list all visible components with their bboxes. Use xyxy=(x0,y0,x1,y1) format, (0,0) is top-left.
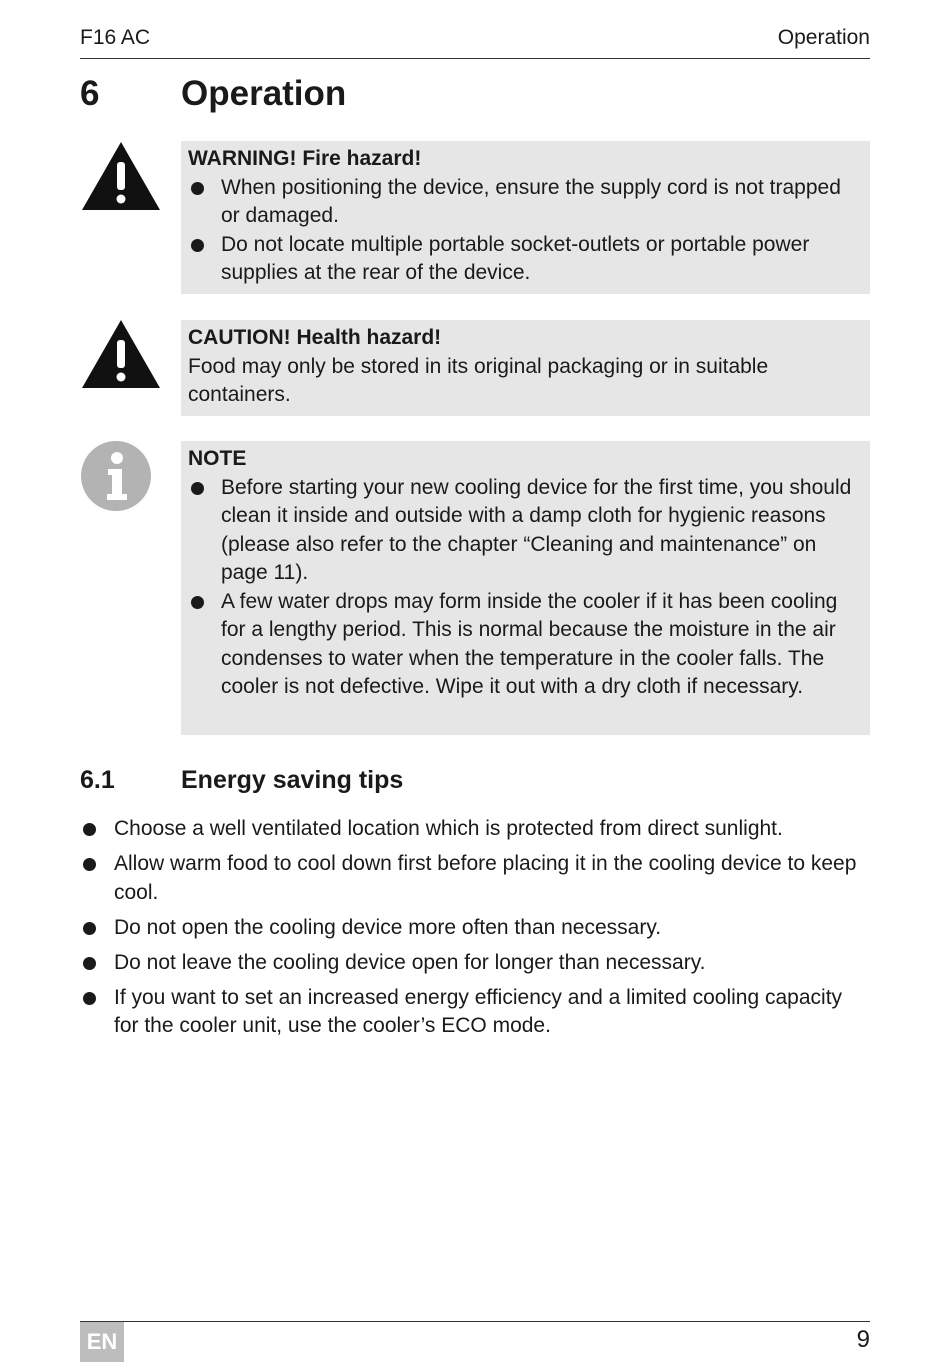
bullet-icon xyxy=(191,182,204,195)
bullet-icon xyxy=(83,992,96,1005)
warning-triangle-icon xyxy=(80,318,162,390)
warning-heading: WARNING! Fire hazard! xyxy=(188,147,422,170)
bullet-icon xyxy=(83,823,96,836)
list-item: Choose a well ventilated location which is protected from direct sunlight. xyxy=(80,815,870,844)
bullet-icon xyxy=(191,482,204,495)
info-icon xyxy=(80,440,152,512)
list-item: Do not leave the cooling device open for longer than necessary. xyxy=(80,949,870,978)
note-list xyxy=(188,474,862,702)
caution-box xyxy=(181,320,870,416)
note-heading: NOTE xyxy=(188,447,247,470)
header-product: F16 AC xyxy=(80,26,151,49)
chapter-number: 6 xyxy=(80,74,100,113)
warning-list xyxy=(188,174,862,288)
section-number: 6.1 xyxy=(80,766,115,794)
header-section: Operation xyxy=(777,26,870,49)
list-item: A few water drops may form inside the cooler if it has been cooling for a lengthy period. This is normal because the moisture in the air condenses to water when the temperature in the cooler falls. The cooler is not defective. Wipe it out with a dry cloth if necessary. xyxy=(188,588,862,702)
warning-triangle-icon xyxy=(80,140,162,212)
note-box xyxy=(181,441,870,735)
list-item: Before starting your new cooling device for the first time, you should clean it inside and outside with a damp cloth for hygienic reasons (please also refer to the chapter “Cleaning and maintenance” on page 11). xyxy=(188,474,862,588)
bullet-icon xyxy=(83,858,96,871)
bullet-icon xyxy=(83,957,96,970)
caution-text: Food may only be stored in its original packaging or in suitable containers. xyxy=(188,354,769,406)
section-title: Energy saving tips xyxy=(181,766,404,794)
list-item: Do not open the cooling device more often than necessary. xyxy=(80,914,870,943)
bullet-icon xyxy=(83,922,96,935)
page-number: 9 xyxy=(856,1326,870,1353)
list-item: If you want to set an increased energy efficiency and a limited cooling capacity for the cooler unit, use the cooler’s ECO mode. xyxy=(80,984,870,1041)
list-item: Allow warm food to cool down first before placing it in the cooling device to keep cool. xyxy=(80,850,870,907)
chapter-title: Operation xyxy=(181,74,347,113)
list-item: When positioning the device, ensure the supply cord is not trapped or damaged. xyxy=(188,174,862,231)
language-badge: EN xyxy=(80,1322,124,1362)
warning-box xyxy=(181,141,870,294)
page-header xyxy=(80,26,870,59)
list-item: Do not locate multiple portable socket-outlets or portable power supplies at the rear of the device. xyxy=(188,231,862,288)
bullet-icon xyxy=(191,596,204,609)
energy-tips-list xyxy=(80,815,870,1047)
footer-divider xyxy=(80,1321,870,1322)
caution-heading: CAUTION! Health hazard! xyxy=(188,326,442,349)
bullet-icon xyxy=(191,239,204,252)
